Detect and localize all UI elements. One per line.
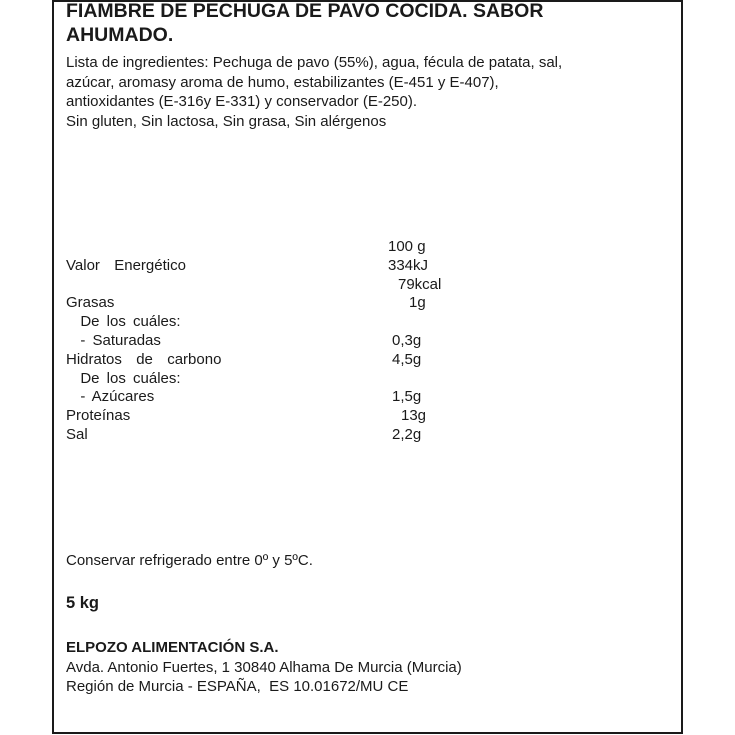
nutrition-header-row [66,238,466,257]
nutrition-row-energy-kcal [66,276,466,295]
nutrition-label: Hidratos de carbono [66,350,222,368]
nutrition-table [66,238,466,445]
nutrition-label: De los cuáles: [66,369,181,387]
nutrition-value: 1g [409,294,426,312]
nutrition-value: 4,5g [392,350,422,368]
nutrition-label: De los cuáles: [66,313,181,331]
nutrition-row-fat [66,294,466,313]
allergen-statement: Sin gluten, Sin lactosa, Sin grasa, Sin alérgenos [66,113,387,130]
nutrition-label: - Saturadas [66,331,161,349]
nutrition-value: 1,5g [392,388,422,406]
company-address-line1: Avda. Antonio Fuertes, 1 30840 Alhama De Murcia (Murcia) [66,658,462,676]
product-title [66,0,666,47]
nutrition-row-of-which [66,313,466,332]
nutrition-row-of-which [66,370,466,389]
nutrition-header-per-100g: 100 g [388,238,426,255]
nutrition-value: 79kcal [398,275,442,293]
nutrition-value: 13g [401,407,427,425]
manufacturer-info [66,638,462,697]
ingredients-line: antioxidantes (E-316y E-331) y conservador (E-250). [66,93,418,110]
company-address-line2: Región de Murcia - ESPAÑA, ES 10.01672/MU CE [66,678,409,695]
ingredients-list [66,53,666,112]
net-weight: 5 kg [66,594,100,612]
nutrition-value: 2,2g [392,425,422,443]
nutrition-label: Valor Energético [66,256,186,274]
company-name: ELPOZO ALIMENTACIÓN S.A. [66,639,279,656]
nutrition-row-energy-kj [66,257,466,276]
nutrition-row-protein [66,407,466,426]
nutrition-label: Sal [66,425,88,443]
nutrition-row-sugars [66,388,466,407]
nutrition-value: 334kJ [388,256,429,274]
product-title-line1: FIAMBRE DE PECHUGA DE PAVO COCIDA. SABOR [66,0,544,22]
nutrition-row-saturated [66,332,466,351]
nutrition-label: - Azúcares [66,388,155,406]
product-title-line2: AHUMADO. [66,24,174,46]
ingredients-line: azúcar, aromasy aroma de humo, estabilizantes (E-451 y E-407), [66,73,499,91]
nutrition-label: Grasas [66,294,115,312]
nutrition-row-salt [66,426,466,445]
storage-instructions: Conservar refrigerado entre 0º y 5ºC. [66,552,313,569]
nutrition-label: Proteínas [66,407,131,425]
nutrition-value: 0,3g [392,331,422,349]
nutrition-row-carbohydrates [66,351,466,370]
product-label [52,0,683,734]
ingredients-line: Lista de ingredientes: Pechuga de pavo (55%), agua, fécula de patata, sal, [66,54,563,71]
